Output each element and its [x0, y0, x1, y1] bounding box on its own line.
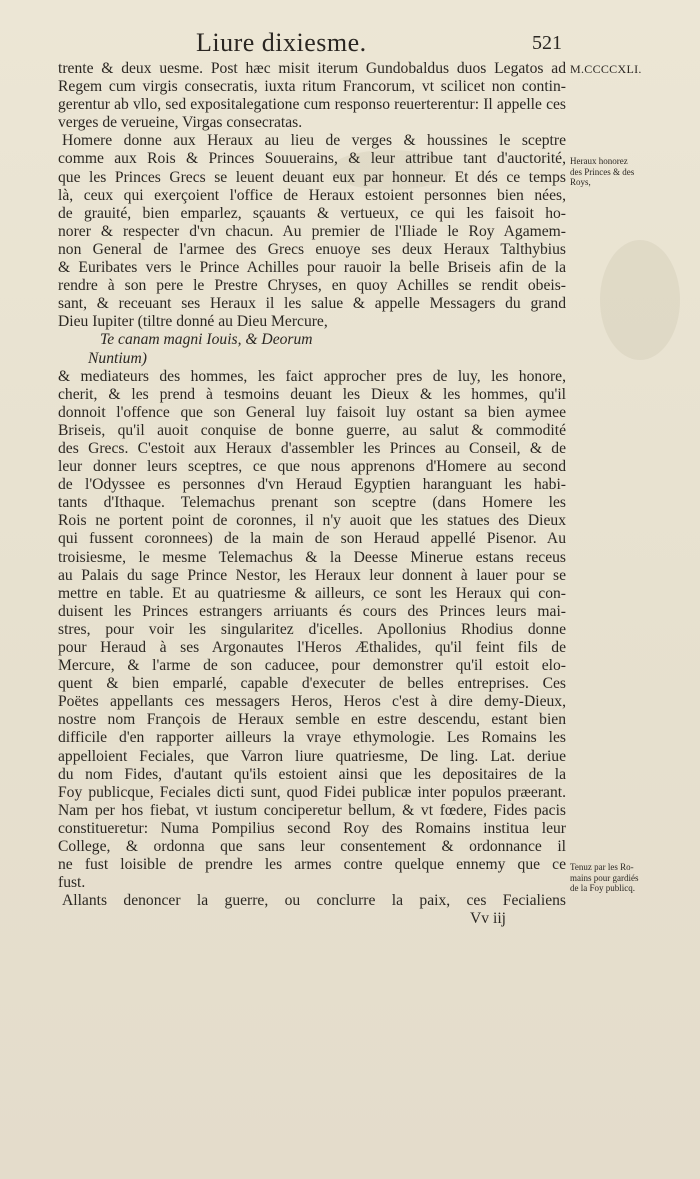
- text-line: des Grecs. C'estoit aux Heraux d'assembler les Princes au Conseil, & de: [58, 439, 566, 457]
- margin-year: M.CCCCXLI.: [570, 62, 642, 76]
- margin-note-line: Roys,: [570, 177, 591, 187]
- text-line: troisiesme, le mesme Telemachus & la Deesse Minerue estans receus: [58, 548, 566, 566]
- text-line: mettre en table. Et au quatriesme & ailleurs, ce sont les Heraux qui con-: [58, 584, 566, 602]
- text-line: que les Princes Grecs se leuent deuant eux par honneur. Et dés ce temps: [58, 168, 566, 186]
- text-line: duisent les Princes estrangers arriuants és cours des Princes leurs mai-: [58, 602, 566, 620]
- text-line: constitueretur: Numa Pompilius second Roy des Romains institua leur: [58, 819, 566, 837]
- text-line: verges de verueine, Virgas consecratas.: [58, 114, 303, 132]
- text-line: du nom Fides, d'autant qu'ils estoient ainsi que les depositaires de la: [58, 765, 566, 783]
- text-line: norer & respecter d'vn chacun. Au premier de l'Iliade le Roy Agamem-: [58, 222, 566, 240]
- text-line: Poëtes appellants ces messagers Heros, Heros c'est à dire demy-Dieux,: [58, 693, 566, 711]
- text-line: comme aux Rois & Princes Souuerains, & leur attribue tant d'auctorité,: [58, 150, 566, 168]
- text-line: stres, pour voir les singularitez d'icelles. Apollonius Rhodius donne: [58, 620, 566, 638]
- page-number: 521: [532, 32, 562, 54]
- paragraph-start-line: Homere donne aux Heraux au lieu de verges & houssines le sceptre: [62, 132, 566, 150]
- text-line: Briseis, qu'il auoit conquise de bonne guerre, au salut & commodité: [58, 421, 566, 439]
- running-title: Liure dixiesme.: [196, 28, 367, 57]
- text-line: de l'Odyssee es personnes d'vn Heraud Egyptien haranguant les habi-: [58, 476, 566, 494]
- text-line: pour Heraud à ses Argonautes l'Heros Æthalides, qu'il feint fils de: [58, 639, 566, 656]
- text-line: sant, & receuant ses Heraux il les salue & appelle Messagers du grand: [58, 295, 566, 313]
- text-line: Nam per hos fiebat, vt iustum conciperetur bellum, & vt fœdere, Fides pacis: [58, 801, 566, 819]
- catchword: Vv iij: [470, 910, 506, 928]
- margin-note-line: mains pour gardiés: [570, 872, 639, 883]
- margin-note-line: Heraux honorez: [570, 156, 628, 166]
- margin-note-line: Tenuz par les Ro-: [570, 862, 634, 872]
- margin-note-line: des Princes & des: [570, 166, 635, 177]
- text-line: là, ceux qui exerçoient l'office de Heraux estoient personnes bien nées,: [58, 186, 566, 204]
- text-line: gerentur ab vllo, sed expositalegatione cum responso reuerterentur: Il appelle ces: [58, 96, 566, 114]
- text-line: Regem cum virgis consecratis, iuxta ritum Francorum, vt scilicet non contin-: [58, 78, 566, 96]
- text-line: nostre nom François de Heraux semble en estre descendu, estant bien: [58, 711, 566, 729]
- page-header: [0, 18, 700, 58]
- text-line: Rois ne portent point de coronnes, il n'y auoit que les statues des Dieux: [58, 512, 566, 530]
- text-line: tants d'Ithaque. Telemachus prenant son sceptre (dans Homere les: [58, 494, 566, 512]
- margin-note-heraux: [570, 156, 634, 188]
- margin-note-line: de la Foy publicq.: [570, 883, 635, 893]
- verse-line: Te canam magni Iouis, & Deorum: [100, 331, 313, 349]
- body-text: [58, 60, 566, 929]
- paper-stain: [600, 240, 680, 360]
- text-line: trente & deux uesme. Post hæc misit iterum Gundobaldus duos Legatos ad: [58, 60, 566, 77]
- text-line: difficile d'en rapporter ailleurs la vraye ethymologie. Les Romains les: [58, 729, 566, 747]
- text-line: non General de l'armee des Grecs enuoye ses deux Heraux Talthybius: [58, 240, 566, 258]
- text-line: & mediateurs des hommes, les faict approcher pres de luy, les honore,: [58, 367, 566, 385]
- text-line: rendre à son pere le Prestre Chryses, en quoy Achilles se rendit obeis-: [58, 277, 566, 295]
- text-line: College, & ordonna que sans leur consentement & ordonnance il: [58, 838, 566, 856]
- text-line: & Euribates vers le Prince Achilles pour rauoir la belle Briseis afin de la: [58, 259, 566, 277]
- text-line: qui fussent coronnees) de la main de son Heraud appellé Pisenor. Au: [58, 530, 566, 548]
- text-line: Foy publicque, Feciales dicti sunt, quod Fidei publicæ inter populos præerant.: [58, 783, 566, 801]
- text-line: quent & bien emparlé, capable d'executer de belles entreprises. Ces: [58, 675, 566, 693]
- text-line: cherit, & les prend à tesmoins deuant les Dieux & les hommes, qu'il: [58, 385, 566, 403]
- text-line: leur donner leurs sceptres, ce que nous apprenons d'Homere au second: [58, 458, 566, 476]
- verse-line: Nuntium): [88, 349, 147, 367]
- text-line: Mercure, & l'arme de son caducee, pour demonstrer qu'il estoit elo-: [58, 657, 566, 675]
- text-line: fust.: [58, 874, 86, 892]
- text-line: donnoit l'offence que son General luy faisoit luy ostant sa bien aymee: [58, 403, 566, 421]
- text-line: appelloient Feciales, que Varron liure quatriesme, De ling. Lat. deriue: [58, 747, 566, 765]
- text-line: de grauité, bien emparlez, sçauants & vertueux, ce qui les faisoit ho-: [58, 204, 566, 222]
- text-line: au Palais du sage Prince Nestor, les Heraux leur donnent à lauer pour se: [58, 566, 566, 584]
- paragraph-start-line: Allants denoncer la guerre, ou conclurre la paix, ces Fecialiens: [62, 892, 566, 910]
- margin-note-romains: [570, 862, 638, 894]
- text-line: Dieu Iupiter (tiltre donné au Dieu Mercure,: [58, 313, 328, 331]
- text-line: ne fust loisible de prendre les armes contre quelque ennemy que ce: [58, 856, 566, 874]
